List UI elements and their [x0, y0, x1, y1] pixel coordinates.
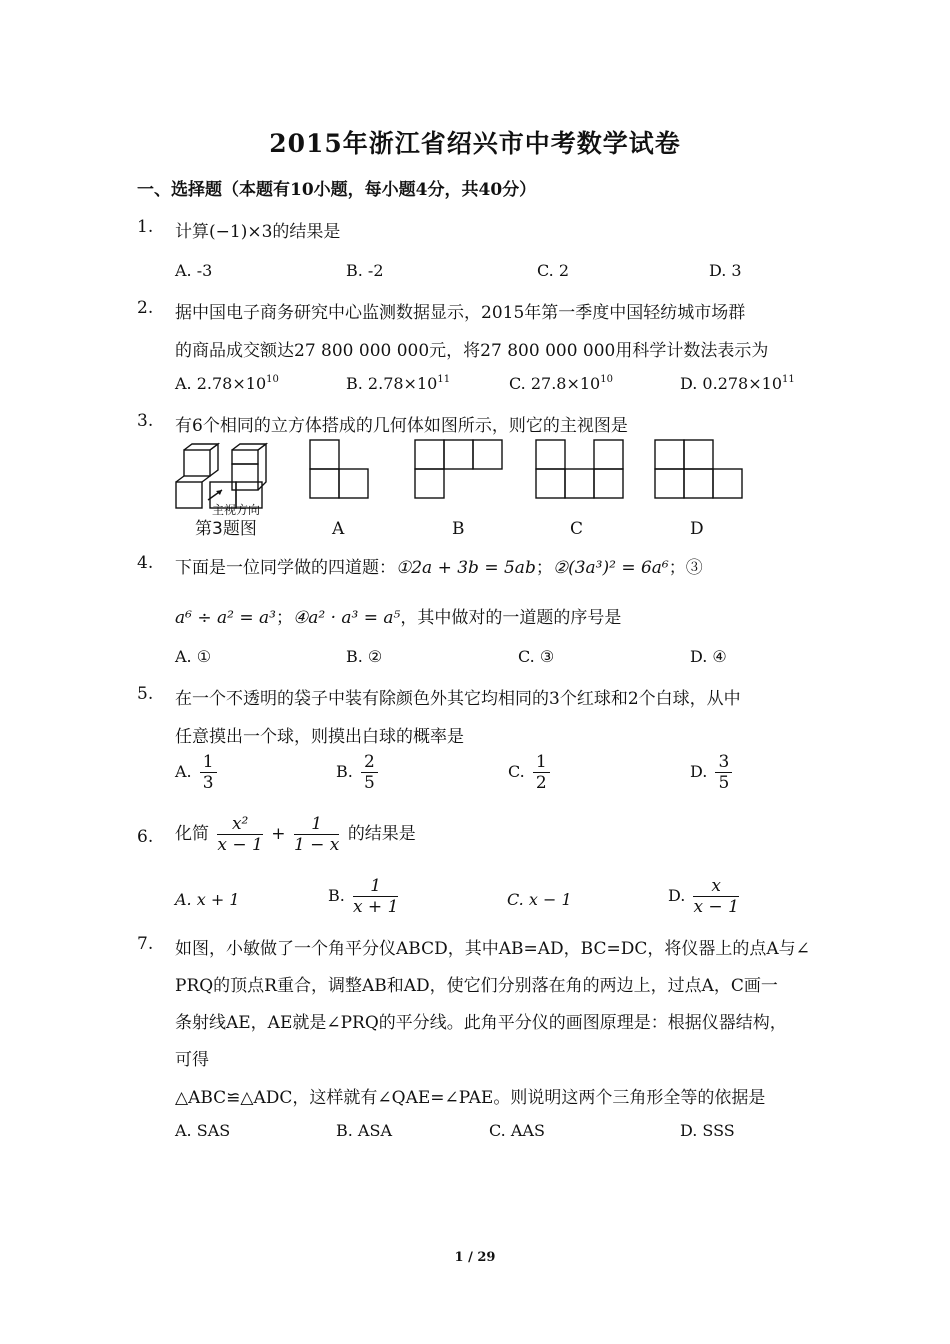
q6-plus: +: [271, 824, 286, 844]
q4-separator-3: ；: [275, 608, 293, 628]
q6-option-d-label: D.: [668, 886, 686, 905]
q4-separator-2: ；: [668, 558, 686, 578]
q6-pre: 化简: [175, 824, 209, 844]
q2-option-c-exp: 10: [600, 374, 613, 385]
q5-option-d-denominator: 5: [718, 773, 730, 793]
q2-option-a-label: A. 2.78×10: [175, 374, 267, 393]
q5-option-b-fraction: [361, 752, 378, 793]
q2-option-d-exp: 11: [782, 374, 795, 385]
q6-option-b-denominator: x + 1: [352, 897, 399, 917]
q5-option-c-fraction: [533, 752, 550, 793]
q3-figures: [170, 438, 770, 543]
q5-option-a-numerator: 1: [200, 752, 217, 773]
q6-fraction-2: [294, 814, 339, 855]
q3-number: 3.: [137, 411, 154, 431]
q1-expression: (−1)×3: [209, 222, 273, 242]
q5-option-d-label: D.: [690, 762, 708, 781]
q5-option-a-fraction: [200, 752, 217, 793]
q5-option-b-label: B.: [336, 762, 353, 781]
q3-option-b-label: B: [452, 519, 465, 539]
q4-line1: [175, 553, 703, 578]
q6-option-a: A. x + 1: [175, 890, 240, 909]
q1-pre: 计算: [175, 222, 209, 242]
q6-option-d-numerator: x: [693, 876, 738, 897]
q3-option-c-label: C: [570, 519, 584, 539]
q6-fraction-1-numerator: x²: [217, 814, 262, 835]
q3-line1: 有6个相同的立方体搭成的几何体如图所示，则它的主视图是: [175, 416, 628, 436]
q4-post: ，其中做对的一道题的序号是: [400, 608, 622, 628]
q4-option-d: D. ④: [690, 647, 727, 666]
q4-expr-3: a⁶ ÷ a² = a³: [175, 608, 276, 628]
q7-number: 7.: [137, 934, 154, 954]
q6-option-c: C. x − 1: [507, 890, 572, 909]
q2-option-c-label: C. 27.8×10: [509, 374, 601, 393]
q6-post: 的结果是: [347, 824, 416, 844]
q5-option-a-label: A.: [175, 762, 192, 781]
q4-line2: [175, 603, 621, 628]
q5-option-b-numerator: 2: [361, 752, 378, 773]
q6-option-d-denominator: x − 1: [693, 897, 739, 917]
q1-post: 的结果是: [272, 222, 341, 242]
q3-option-a-figure: [310, 440, 368, 498]
q7-line1: 如图，小敏做了一个角平分仪ABCD，其中AB=AD，BC=DC，将仪器上的点A与∠: [175, 939, 810, 959]
q2-line1: 据中国电子商务研究中心监测数据显示，2015年第一季度中国轻纺城市场群: [175, 303, 746, 323]
q3-figure-caption: 第3题图: [195, 519, 257, 539]
q5-option-d: [690, 752, 735, 793]
q4-number: 4.: [137, 553, 154, 573]
q1-stem: [175, 217, 340, 242]
q5-option-b-denominator: 5: [363, 773, 375, 793]
q1-option-d: D. 3: [709, 261, 742, 280]
q2-option-b-label: B. 2.78×10: [346, 374, 438, 393]
q6-option-b-fraction: [353, 876, 398, 917]
q2-number: 2.: [137, 298, 154, 318]
q6-option-b: [328, 876, 401, 917]
q4-intro: 下面是一位同学做的四道题：: [175, 558, 396, 578]
q4-expr-1: ①2a + 3b = 5ab: [396, 558, 536, 578]
q3-option-d-label: D: [690, 519, 704, 539]
q5-line1: 在一个不透明的袋子中装有除颜色外其它均相同的3个红球和2个白球，从中: [175, 689, 741, 709]
q5-number: 5.: [137, 684, 154, 704]
q3-view-direction: 主视方向: [212, 503, 261, 517]
q4-separator-1: ；: [535, 558, 553, 578]
q6-option-d: [668, 876, 742, 917]
q6-number: 6.: [137, 827, 154, 847]
q1-option-c: C. 2: [537, 261, 570, 280]
q5-option-a: [175, 752, 220, 793]
page-title: 2015年浙江省绍兴市中考数学试卷: [269, 129, 681, 158]
q7-option-d: D. SSS: [680, 1121, 735, 1140]
page-number: 1 / 29: [454, 1250, 496, 1265]
q7-line5: △ABC≌△ADC，这样就有∠QAE=∠PAE。则说明这两个三角形全等的依据是: [175, 1088, 766, 1108]
q7-option-c: C. AAS: [489, 1121, 545, 1140]
q3-option-d-figure: [655, 440, 742, 498]
q7-line4: 可得: [175, 1050, 209, 1070]
q7-line3: 条射线AE，AE就是∠PRQ的平分线。此角平分仪的画图原理是：根据仪器结构，: [175, 1013, 787, 1033]
q5-option-c-denominator: 2: [535, 773, 547, 793]
section-heading: 一、选择题（本题有10小题，每小题4分，共40分）: [137, 180, 537, 200]
q5-line2: 任意摸出一个球，则摸出白球的概率是: [175, 727, 464, 747]
q6-option-d-fraction: [693, 876, 738, 917]
q5-option-a-denominator: 3: [202, 773, 214, 793]
q6-option-b-numerator: 1: [353, 876, 398, 897]
q3-option-c-figure: [536, 440, 623, 498]
q1-option-a: A. -3: [175, 261, 213, 280]
q2-line2: 的商品成交额达27 800 000 000元，将27 800 000 000用科学计数法表示为: [175, 341, 769, 361]
q3-option-b-figure: [415, 440, 502, 498]
q6-option-b-label: B.: [328, 886, 345, 905]
q7-option-a: A. SAS: [175, 1121, 231, 1140]
q4-marker-3: ③: [685, 558, 703, 578]
q4-option-c: C. ③: [518, 647, 555, 666]
q7-line2: PRQ的顶点R重合，调整AB和AD，使它们分别落在角的两边上，过点A，C画一: [175, 976, 778, 996]
q5-option-d-numerator: 3: [715, 752, 732, 773]
q4-expr-4: ④a² · a³ = a⁵: [292, 608, 401, 628]
q2-option-d-label: D. 0.278×10: [680, 374, 782, 393]
q4-option-a: A. ①: [175, 647, 212, 666]
q6-stem: [175, 814, 416, 855]
q3-solid-figure: [176, 444, 266, 508]
q5-option-b: [336, 752, 381, 793]
q3-option-a-label: A: [332, 519, 345, 539]
q2-option-a-exp: 10: [266, 374, 279, 385]
q6-fraction-2-numerator: 1: [294, 814, 339, 835]
q2-option-b: [346, 374, 450, 393]
q5-option-d-fraction: [715, 752, 732, 793]
q4-expr-2: ②(3a³)² = 6a⁶: [552, 558, 669, 578]
q6-fraction-1-denominator: x − 1: [217, 835, 263, 855]
q5-option-c: [508, 752, 553, 793]
q6-fraction-2-denominator: 1 − x: [293, 835, 340, 855]
q2-option-c: [509, 374, 613, 393]
q2-option-a: [175, 374, 279, 393]
q1-number: 1.: [137, 217, 154, 237]
q5-option-c-numerator: 1: [533, 752, 550, 773]
q4-option-b: B. ②: [346, 647, 383, 666]
q2-option-b-exp: 11: [437, 374, 451, 385]
q1-option-b: B. -2: [346, 261, 384, 280]
q7-option-b: B. ASA: [336, 1121, 392, 1140]
q5-option-c-label: C.: [508, 762, 525, 781]
q2-option-d: [680, 374, 795, 393]
q6-fraction-1: [217, 814, 262, 855]
